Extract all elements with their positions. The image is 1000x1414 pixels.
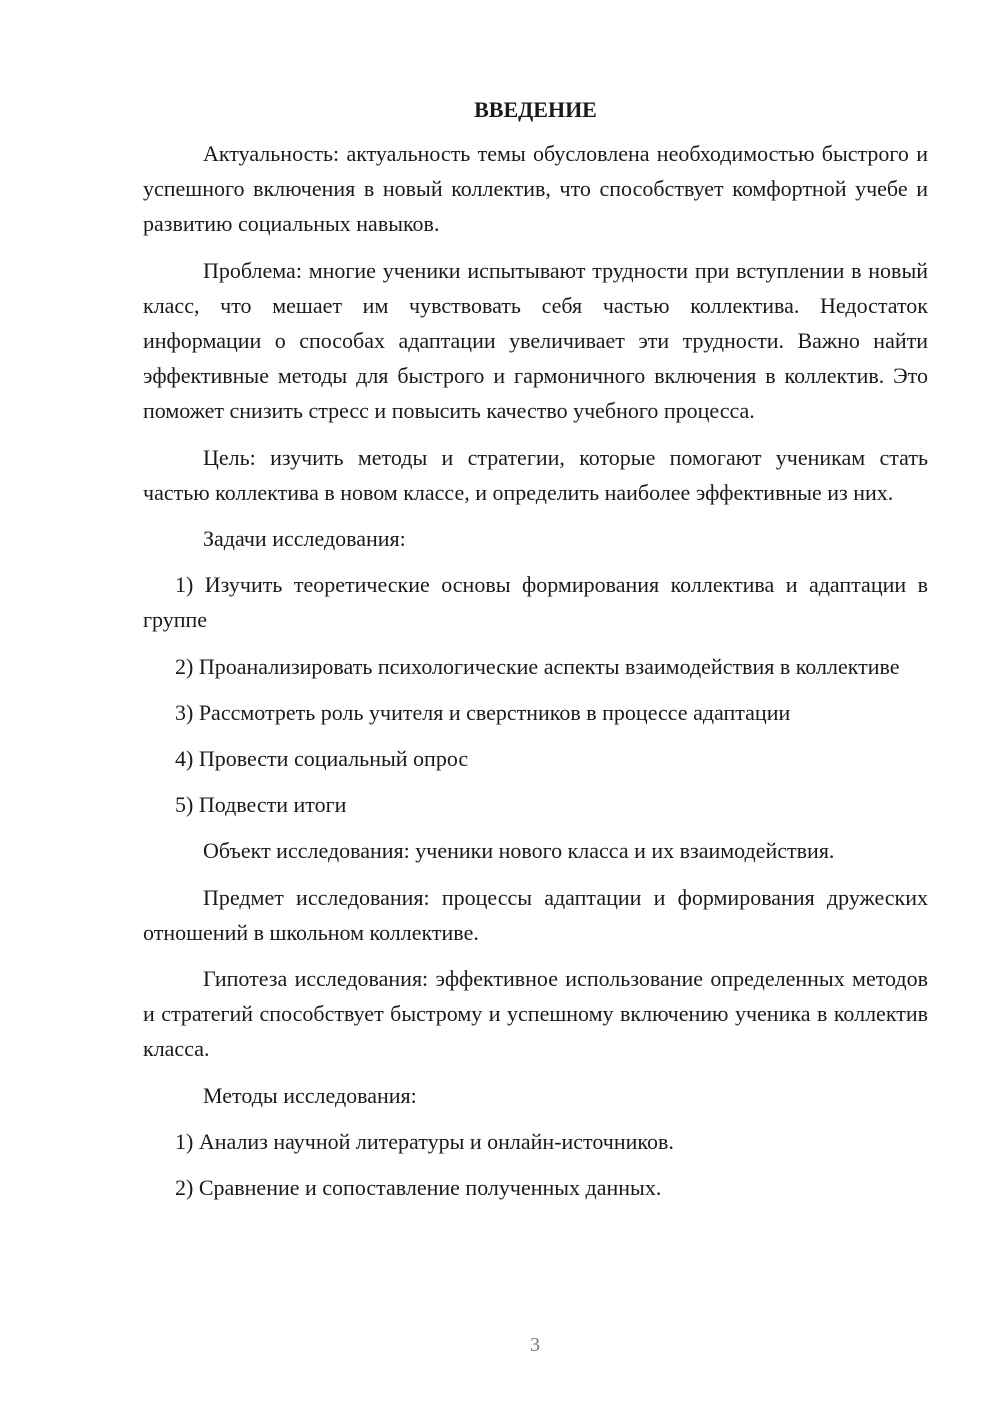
task-item-2: 2) Проанализировать психологические аспекты взаимодействия в коллективе xyxy=(175,653,900,679)
goal-paragraph: Цель: изучить методы и стратегии, которые помогают ученикам стать частью коллектива в новом классе, и определить наиболее эффективные из них. xyxy=(143,444,928,505)
task-item-4: 4) Провести социальный опрос xyxy=(175,746,469,772)
method-item-1: 1) Анализ научной литературы и онлайн-источников. xyxy=(175,1128,674,1154)
hypothesis-paragraph: Гипотеза исследования: эффективное использование определенных методов и стратегий способствует быстрому и успешному включению ученика в коллектив класса. xyxy=(143,966,928,1062)
task-item-3: 3) Рассмотреть роль учителя и сверстников в процессе адаптации xyxy=(175,699,791,725)
task-item-5: 5) Подвести итоги xyxy=(175,792,347,818)
methods-heading: Методы исследования: xyxy=(203,1082,417,1108)
object-paragraph: Объект исследования: ученики нового класса и их взаимодействия. xyxy=(203,838,835,864)
task-item-1: 1) Изучить теоретические основы формирования коллектива и адаптации в группе xyxy=(143,572,928,633)
page-number: 3 xyxy=(530,1334,540,1356)
tasks-heading: Задачи исследования: xyxy=(203,526,406,552)
method-item-2: 2) Сравнение и сопоставление полученных данных. xyxy=(175,1175,662,1201)
document-page xyxy=(143,94,928,1216)
problem-paragraph: Проблема: многие ученики испытывают трудности при вступлении в новый класс, что мешает им чувствовать себя частью коллектива. Недостаток информации о способах адаптации увеличивает эти трудности. Важно найти эффективные методы для быстрого и гармоничного включения в коллектив. Это поможет снизить стресс и повысить качество учебного процесса. xyxy=(143,257,928,424)
subject-paragraph: Предмет исследования: процессы адаптации и формирования дружеских отношений в школьном коллективе. xyxy=(143,884,928,945)
page-title: ВВЕДЕНИЕ xyxy=(474,97,597,122)
relevance-paragraph: Актуальность: актуальность темы обусловлена необходимостью быстрого и успешного включения в новый коллектив, что способствует комфортной учебе и развитию социальных навыков. xyxy=(143,141,928,237)
